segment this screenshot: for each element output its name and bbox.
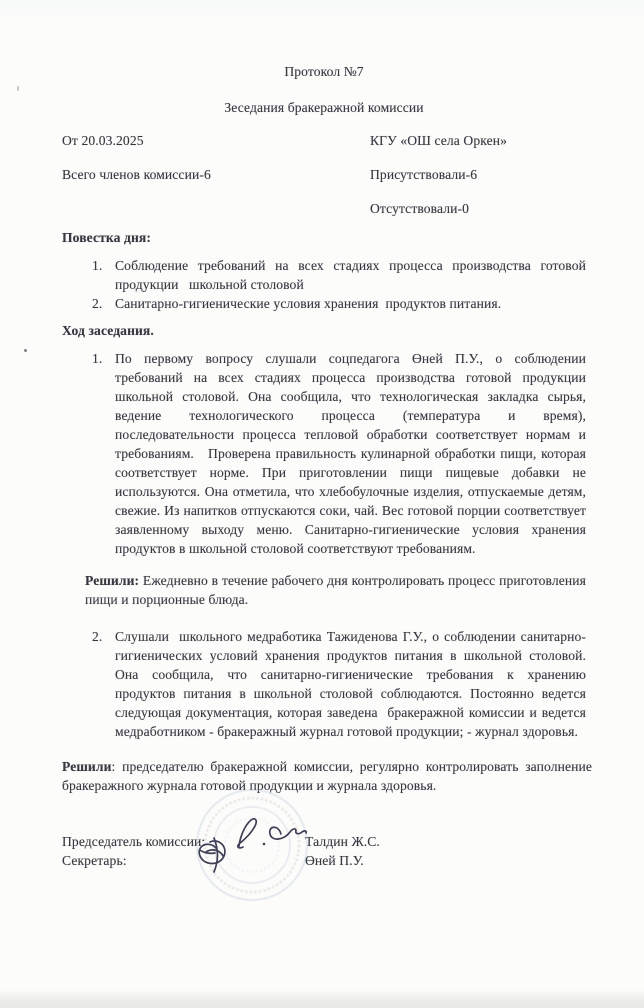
proceedings-heading: Ход заседания.	[62, 323, 154, 338]
meta-block	[62, 131, 586, 218]
agenda-item	[92, 256, 590, 294]
meta-organization: КГУ «ОШ села Оркен»	[370, 133, 508, 148]
agenda-list	[62, 256, 590, 313]
chairman-handwritten-signature	[270, 827, 307, 839]
secretary-handwritten-signature	[214, 838, 217, 872]
secretary-name: Өней П.У.	[305, 853, 364, 868]
meta-members-total: Всего членов комиссии-6	[62, 167, 211, 182]
decision-2	[62, 757, 596, 795]
page-subtitle: Зеседания бракеражной комиссии	[224, 100, 424, 115]
proceedings-item-1	[92, 349, 590, 558]
paragraph-text: По первому вопросу слушали соцпедагога Өней П.У., о соблюдении требований на всех стадиях процесса производства готовой продукции школьной столовой. Она сообщила, что технологическая закладка сырья, ведение технологического процесса (температура и время), последовательности процесса тепловой обработки соответствует нормам и требованиям. Проверена правильность кулинарной обработки пищи, которая соответствует норме. При приготовлении пищи пищевые добавки не используются. Она отметила, что хлебобулочные изделия, отпускаемые детям, свежие. Из напитков отпускаются соки, чай. Вес готовой порции соответствует заявленному выходу меню. Санитарно-гигиенические условия хранения продуктов в школьной столовой соответствуют требованиям.	[115, 351, 590, 556]
agenda-item-number: 2.	[92, 296, 103, 311]
decision-label: Решили	[62, 759, 112, 774]
meta-absent: Отсутствовали-0	[370, 201, 470, 216]
paragraph-number: 2.	[92, 629, 103, 644]
agenda-item-text: Санитарно-гигиенические условия хранения продуктов питания.	[115, 296, 502, 311]
agenda-item-text: Соблюдение требований на всех стадиях процесса производства готовой продукции школьной столовой	[115, 258, 590, 292]
chairman-label: Председатель комиссии:	[62, 834, 206, 849]
decision-label: Решили:	[85, 573, 140, 588]
proceedings-item-2	[92, 627, 593, 741]
handwritten-signatures	[180, 808, 325, 878]
secretary-label: Секретарь:	[62, 853, 127, 868]
chairman-name: Талдин Ж.С.	[305, 834, 380, 849]
agenda-heading: Повестка дня:	[62, 230, 151, 245]
signature-block	[62, 832, 586, 870]
paragraph-number: 1.	[92, 351, 103, 366]
meta-spacer	[62, 199, 370, 218]
agenda-item-number: 1.	[92, 258, 103, 273]
decision-1	[85, 571, 590, 609]
meta-present: Присутствовали-6	[370, 167, 478, 182]
agenda-item	[92, 294, 586, 313]
meta-date: От 20.03.2025	[62, 133, 144, 148]
chairman-handwritten-signature	[238, 819, 256, 848]
decision-text: Ежедневно в течение рабочего дня контролировать процесс приготовления пищи и порционные блюда.	[85, 573, 590, 607]
paragraph-text: Слушали школьного медработика Тажиденова Г.У., о соблюдении санитарно-гигиенических условий хранения продуктов питания в школьной столовой. Она сообщила, что санитарно-гигиенические требования к хранению продуктов питания в школьной столовой соблюдаются. Постоянно ведется следующая документация, которая заведена бракеражной комиссии и ведется медработником - бракеражный журнал готовой продукции; - журнал здоровья.	[115, 629, 593, 739]
page-title: Протокол №7	[284, 64, 364, 79]
decision-text: : председателю бракеражной комиссии, регулярно контролировать заполнение бракеражного журнала готовой продукции и журнала здоровья.	[62, 759, 596, 793]
